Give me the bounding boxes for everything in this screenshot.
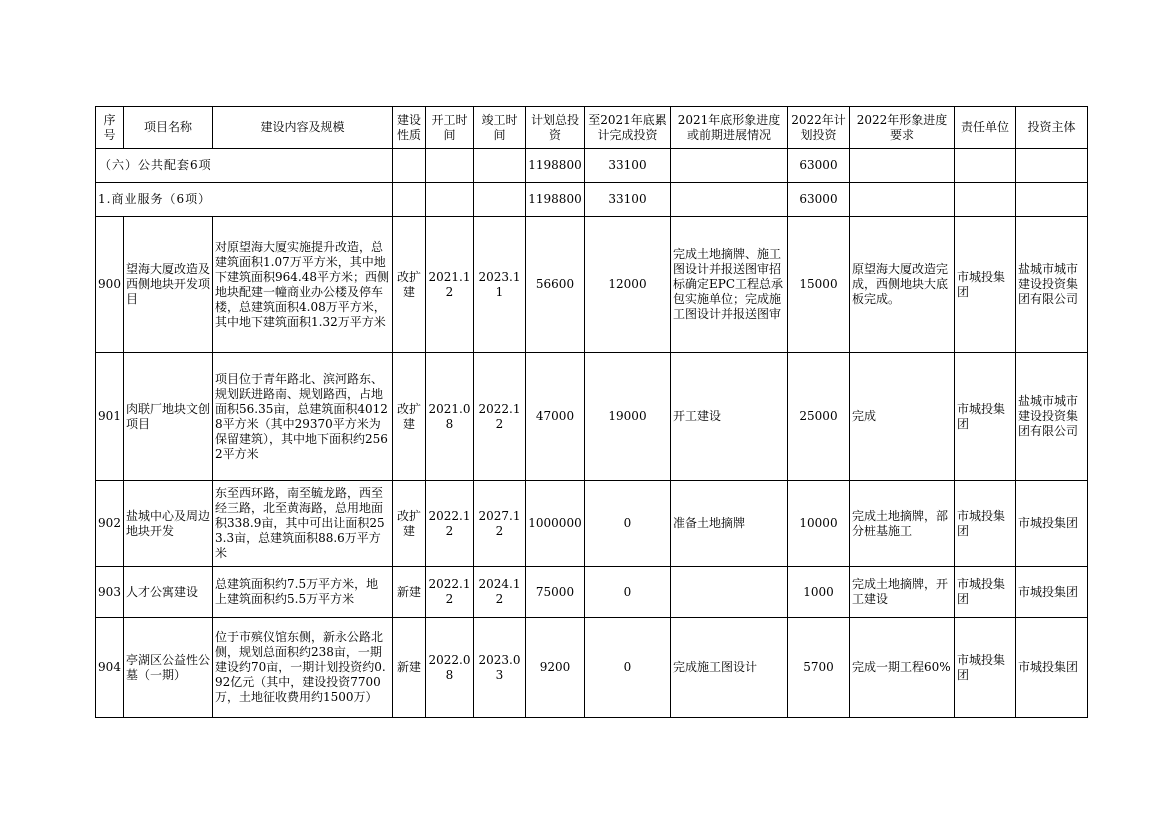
- header-progress2021: 2021年底形象进度或前期进展情况: [671, 107, 788, 149]
- cell-plan2022: 25000: [788, 353, 850, 481]
- cell-req2022: 完成: [850, 353, 955, 481]
- cell-unit: 市城投集团: [955, 481, 1016, 567]
- header-investor: 投资主体: [1016, 107, 1088, 149]
- cell-start: 2022.08: [426, 618, 474, 718]
- cell-progress2021: 完成施工图设计: [671, 618, 788, 718]
- empty-cell: [1016, 149, 1088, 183]
- empty-cell: [955, 149, 1016, 183]
- cell-plan2022: 5700: [788, 618, 850, 718]
- group-label: 1.商业服务（6项）: [96, 183, 393, 217]
- cell-total: 9200: [526, 618, 585, 718]
- cell-unit: 市城投集团: [955, 353, 1016, 481]
- cell-seq: 902: [96, 481, 124, 567]
- cell-name: 盐城中心及周边地块开发: [124, 481, 213, 567]
- cell-total: 56600: [526, 217, 585, 353]
- empty-cell: [426, 183, 474, 217]
- cell-nature: 改扩建: [393, 353, 426, 481]
- cell-progress2021: 完成土地摘牌、施工图设计并报送图审招标确定EPC工程总承包实施单位；完成施工图设计并报送图审: [671, 217, 788, 353]
- table-row: [96, 353, 1088, 481]
- table-row: [96, 481, 1088, 567]
- cell-nature: 改扩建: [393, 481, 426, 567]
- cell-investor: 盐城市城市建设投资集团有限公司: [1016, 353, 1088, 481]
- cell-investor: 市城投集团: [1016, 481, 1088, 567]
- header-row: [96, 107, 1088, 149]
- cell-req2022: 完成土地摘牌，部分桩基施工: [850, 481, 955, 567]
- cell-nature: 新建: [393, 618, 426, 718]
- cell-seq: 900: [96, 217, 124, 353]
- cell-unit: 市城投集团: [955, 567, 1016, 618]
- cell-progress2021: 开工建设: [671, 353, 788, 481]
- header-finish: 竣工时间: [474, 107, 526, 149]
- empty-cell: [671, 149, 788, 183]
- header-seq: 序号: [96, 107, 124, 149]
- cell-unit: 市城投集团: [955, 618, 1016, 718]
- cell-name: 亭湖区公益性公墓（一期）: [124, 618, 213, 718]
- header-total: 计划总投资: [526, 107, 585, 149]
- empty-cell: [474, 183, 526, 217]
- empty-cell: [1016, 183, 1088, 217]
- cell-cum2021: 19000: [585, 353, 671, 481]
- empty-cell: [393, 149, 426, 183]
- table-row: [96, 217, 1088, 353]
- cell-name: 望海大厦改造及西侧地块开发项目: [124, 217, 213, 353]
- cell-progress2021: [671, 567, 788, 618]
- cell-req2022: 原望海大厦改造完成，西侧地块大底板完成。: [850, 217, 955, 353]
- group-plan2022: 63000: [788, 183, 850, 217]
- cell-nature: 新建: [393, 567, 426, 618]
- group-row: [96, 183, 1088, 217]
- header-nature: 建设性质: [393, 107, 426, 149]
- cell-total: 47000: [526, 353, 585, 481]
- cell-content: 位于市殡仪馆东侧，新永公路北侧，规划总面积约238亩，一期建设约70亩，一期计划投资约0.92亿元（其中，建设投资7700万，土地征收费用约1500万）: [213, 618, 393, 718]
- group-cum2021: 33100: [585, 183, 671, 217]
- cell-start: 2021.12: [426, 217, 474, 353]
- empty-cell: [393, 183, 426, 217]
- investment-table: [95, 106, 1088, 718]
- cell-content: 项目位于青年路北、滨河路东、规划跃进路南、规划路西，占地面积56.35亩，总建筑面积40128平方米（其中29370平方米为保留建筑），其中地下面积约2562平方米: [213, 353, 393, 481]
- cell-finish: 2022.12: [474, 353, 526, 481]
- header-req2022: 2022年形象进度要求: [850, 107, 955, 149]
- table-row: [96, 618, 1088, 718]
- cell-start: 2022.12: [426, 481, 474, 567]
- header-cum2021: 至2021年底累计完成投资: [585, 107, 671, 149]
- cell-content: 总建筑面积约7.5万平方米，地上建筑面积约5.5万平方米: [213, 567, 393, 618]
- group-total: 1198800: [526, 183, 585, 217]
- cell-finish: 2023.03: [474, 618, 526, 718]
- header-name: 项目名称: [124, 107, 213, 149]
- cell-finish: 2027.12: [474, 481, 526, 567]
- cell-nature: 改扩建: [393, 217, 426, 353]
- empty-cell: [955, 183, 1016, 217]
- group-cum2021: 33100: [585, 149, 671, 183]
- cell-cum2021: 0: [585, 481, 671, 567]
- cell-content: 对原望海大厦实施提升改造，总建筑面积1.07万平方米，其中地下建筑面积964.48平方米；西侧地块配建一幢商业办公楼及停车楼，总建筑面积4.08万平方米，其中地下建筑面积1.32万平方米: [213, 217, 393, 353]
- header-start: 开工时间: [426, 107, 474, 149]
- cell-start: 2021.08: [426, 353, 474, 481]
- header-content: 建设内容及规模: [213, 107, 393, 149]
- empty-cell: [426, 149, 474, 183]
- cell-name: 肉联厂地块文创项目: [124, 353, 213, 481]
- cell-plan2022: 10000: [788, 481, 850, 567]
- cell-req2022: 完成一期工程60%: [850, 618, 955, 718]
- cell-content: 东至西环路，南至毓龙路，西至经三路，北至黄海路，总用地面积338.9亩，其中可出让面积253.3亩，总建筑面积88.6万平方米: [213, 481, 393, 567]
- cell-seq: 904: [96, 618, 124, 718]
- group-row: [96, 149, 1088, 183]
- group-total: 1198800: [526, 149, 585, 183]
- empty-cell: [671, 183, 788, 217]
- cell-investor: 盐城市城市建设投资集团有限公司: [1016, 217, 1088, 353]
- cell-total: 75000: [526, 567, 585, 618]
- empty-cell: [474, 149, 526, 183]
- cell-finish: 2024.12: [474, 567, 526, 618]
- cell-progress2021: 准备土地摘牌: [671, 481, 788, 567]
- group-label: （六）公共配套6项: [96, 149, 393, 183]
- cell-total: 1000000: [526, 481, 585, 567]
- cell-req2022: 完成土地摘牌，开工建设: [850, 567, 955, 618]
- cell-cum2021: 12000: [585, 217, 671, 353]
- table-row: [96, 567, 1088, 618]
- header-unit: 责任单位: [955, 107, 1016, 149]
- cell-finish: 2023.11: [474, 217, 526, 353]
- header-plan2022: 2022年计划投资: [788, 107, 850, 149]
- cell-start: 2022.12: [426, 567, 474, 618]
- cell-investor: 市城投集团: [1016, 618, 1088, 718]
- cell-cum2021: 0: [585, 618, 671, 718]
- cell-plan2022: 15000: [788, 217, 850, 353]
- group-plan2022: 63000: [788, 149, 850, 183]
- cell-investor: 市城投集团: [1016, 567, 1088, 618]
- cell-plan2022: 1000: [788, 567, 850, 618]
- cell-name: 人才公寓建设: [124, 567, 213, 618]
- cell-seq: 903: [96, 567, 124, 618]
- cell-seq: 901: [96, 353, 124, 481]
- empty-cell: [850, 183, 955, 217]
- cell-cum2021: 0: [585, 567, 671, 618]
- cell-unit: 市城投集团: [955, 217, 1016, 353]
- empty-cell: [850, 149, 955, 183]
